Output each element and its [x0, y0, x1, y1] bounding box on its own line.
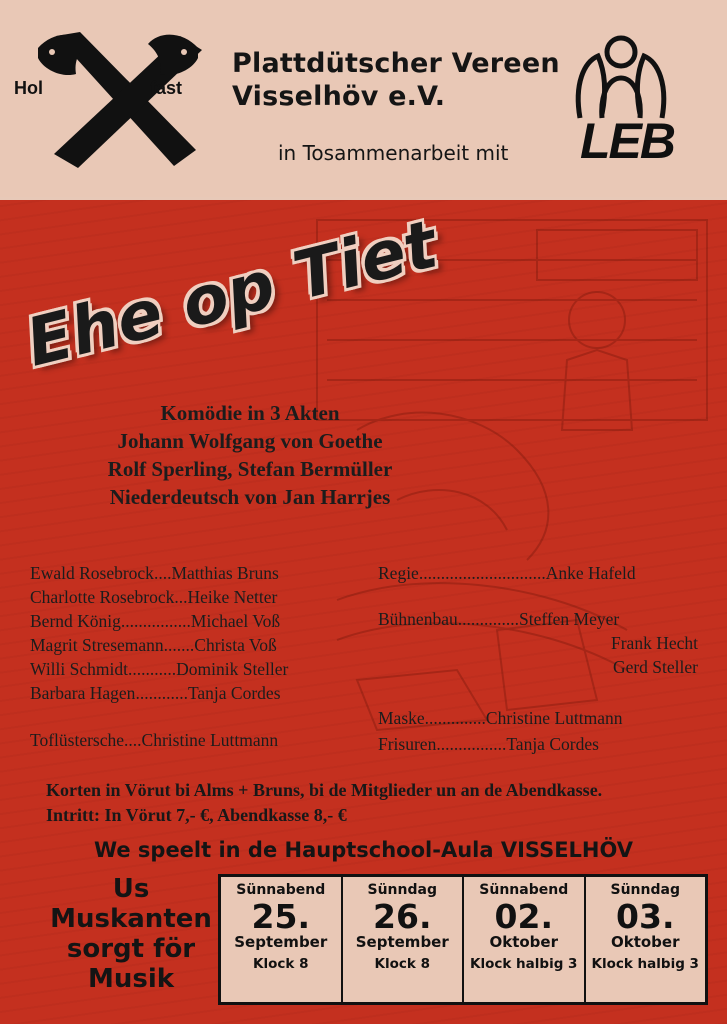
play-translation: Niederdeutsch von Jan Harrjes — [109, 484, 391, 509]
cast-role: Charlotte Rosebrock — [30, 586, 175, 607]
cast-list — [30, 562, 370, 706]
performance-dates — [218, 874, 708, 1005]
date-month: September — [234, 933, 328, 952]
crew-row — [378, 608, 698, 632]
prompter-role: Toflüstersche — [30, 730, 125, 750]
date-day: 03. — [616, 896, 675, 936]
club-name — [232, 48, 560, 114]
date-weekday: Sünndag — [610, 882, 680, 898]
cast-actor: Tanja Cordes — [187, 682, 281, 703]
date-time: Klock 8 — [253, 955, 309, 972]
cast-row — [30, 634, 370, 658]
cast-actor: Dominik Steller — [176, 658, 289, 679]
date-day: 25. — [251, 896, 310, 936]
play-genre: Komödie in 3 Akten — [160, 401, 340, 425]
date-weekday: Sünnabend — [479, 882, 569, 898]
crew-name: Gerd Steller — [612, 656, 698, 677]
logo-motto-hol: Hol — [14, 78, 43, 98]
poster-header — [0, 0, 727, 197]
play-author: Johann Wolfgang von Goethe — [117, 428, 383, 453]
crew-row — [378, 562, 698, 586]
cast-row — [30, 682, 370, 706]
cast-dots: ........... — [127, 658, 177, 679]
crew-name: Anke Hafeld — [545, 563, 636, 583]
ticket-info-line1: Korten in Vörut bi Alms + Bruns, bi de Mitglieder un an de Abendkasse. — [46, 780, 603, 800]
date-month: September — [355, 933, 449, 952]
club-logo-icon — [18, 18, 218, 170]
music-line3: sorgt för — [66, 934, 196, 965]
crew-dots: ............................. — [418, 563, 546, 583]
crew-list-top — [378, 562, 698, 680]
crew-role: Regie — [378, 563, 419, 583]
crew-row — [378, 731, 698, 757]
prompter-dots: .... — [124, 730, 142, 750]
ticket-info — [46, 778, 602, 828]
crew-role: Frisuren — [378, 734, 437, 755]
crew-name: Frank Hecht — [611, 632, 698, 653]
crew-name: Tanja Cordes — [506, 734, 599, 755]
cast-row — [30, 586, 370, 610]
date-day: 26. — [373, 896, 432, 936]
cast-actor: Matthias Bruns — [171, 563, 279, 583]
date-card[interactable] — [221, 877, 341, 1002]
crew-name: Christine Luttmann — [485, 708, 623, 728]
music-line4: Musik — [87, 964, 175, 995]
date-weekday: Sünndag — [367, 882, 437, 898]
crew-row — [378, 705, 698, 731]
crew-list-bottom — [378, 705, 698, 758]
crew-role: Bühnenbau — [378, 608, 458, 629]
cast-actor: Michael Voß — [190, 610, 281, 631]
date-time: Klock 8 — [374, 955, 430, 972]
date-month: Oktober — [610, 933, 680, 952]
date-card[interactable] — [462, 877, 584, 1002]
play-adapters: Rolf Sperling, Stefan Bermüller — [107, 456, 393, 481]
crew-row — [378, 656, 698, 680]
music-line1: Us — [112, 874, 150, 904]
play-title: Ehe op Tiet — [18, 205, 445, 382]
date-time: Klock halbig 3 — [591, 955, 699, 972]
cast-actor: Christa Voß — [194, 634, 277, 655]
ticket-info-line2: Intritt: In Vörut 7,- €, Abendkasse 8,- € — [46, 805, 347, 826]
date-month: Oktober — [489, 933, 558, 952]
poster-body — [0, 200, 727, 1024]
cast-role: Magrit Stresemann — [30, 634, 164, 655]
date-day: 02. — [494, 896, 553, 936]
crew-dots: .............. — [424, 708, 486, 728]
venue-text: We speelt in de Hauptschool-Aula VISSELHÖV — [93, 838, 634, 862]
crew-dots: .............. — [457, 608, 519, 629]
crew-row — [378, 632, 698, 656]
date-card[interactable] — [584, 877, 706, 1002]
crew-dots: ................ — [436, 734, 507, 755]
cast-actor: Heike Netter — [187, 586, 278, 607]
cast-role: Barbara Hagen — [30, 682, 136, 703]
cast-dots: .... — [153, 563, 172, 583]
cast-dots: ................ — [120, 610, 191, 631]
date-weekday: Sünnabend — [236, 882, 326, 898]
club-name-line2: Visselhöv e.V. — [232, 80, 446, 112]
crew-name: Steffen Meyer — [518, 608, 620, 629]
club-name-line1: Plattdütscher Vereen — [232, 48, 560, 79]
leb-logo-text: LEB — [580, 113, 674, 169]
logo-motto-fast: fast — [150, 78, 183, 98]
music-line2: Muskanten — [50, 904, 212, 935]
prompter-row — [30, 730, 278, 751]
date-time: Klock halbig 3 — [470, 955, 578, 972]
date-card[interactable] — [341, 877, 463, 1002]
cast-dots: ............ — [135, 682, 188, 703]
cast-role: Willi Schmidt — [30, 658, 128, 679]
cast-row — [30, 562, 370, 586]
prompter-name: Christine Luttmann — [141, 730, 279, 750]
cast-role: Ewald Rosebrock — [30, 563, 154, 583]
music-note — [46, 874, 216, 995]
cast-dots: ....... — [163, 634, 195, 655]
cast-role: Bernd König — [30, 610, 121, 631]
cast-row — [30, 610, 370, 634]
crew-role: Maske — [378, 708, 425, 728]
cast-dots: ... — [174, 586, 188, 607]
crew-spacer — [378, 586, 698, 608]
play-credits — [60, 400, 440, 512]
cast-row — [30, 658, 370, 682]
cooperation-text: in Tosammenarbeit mit — [278, 141, 509, 165]
